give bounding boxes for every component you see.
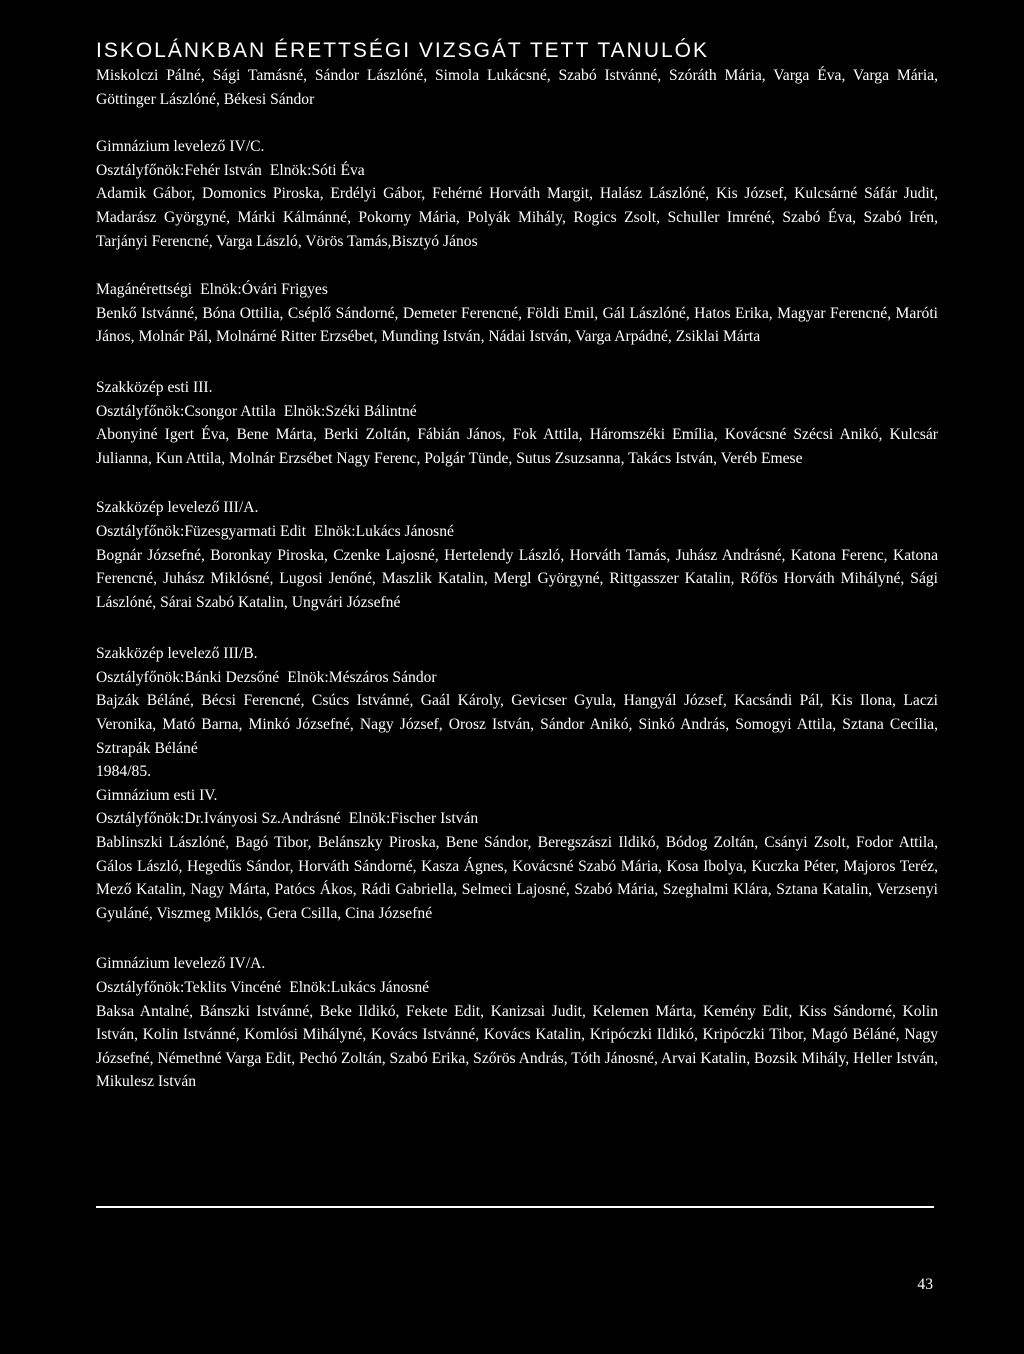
section-szakkozep-levelezo-iii-a	[96, 496, 938, 614]
section-heading: Szakközép esti III.	[96, 378, 213, 396]
section-heading: Magánérettségi	[96, 281, 193, 299]
section-szakkozep-esti-iii	[96, 376, 938, 470]
form-teacher: Osztályfőnök:Füzesgyarmati Edit	[96, 522, 307, 540]
student-names: Bognár Józsefné, Boronkay Piroska, Czenke Lajosné, Hertelendy László, Horváth Tamás, Juhász Andrásné, Katona Ferenc, Katona Ferencné, Juhász Miklósné, Lugosi Jenőné, Maszlik Katalin, Mergl Györgyné, Rittgasszer Katalin, Rőfös Horváth Mihályné, Sági Lászlóné, Sárai Szabó Katalin, Ungvári Józsefné	[96, 546, 938, 611]
section-gimnazium-levelezo-iv-c	[96, 135, 938, 253]
chair: Elnök:Sóti Éva	[269, 161, 365, 179]
section-szakkozep-levelezo-iii-b	[96, 642, 938, 760]
page-number: 43	[917, 1276, 933, 1293]
chair: Elnök:Lukács Jánosné	[314, 522, 454, 540]
student-names: Bablinszki Lászlóné, Bagó Tibor, Belánszky Piroska, Bene Sándor, Beregszászi Ildikó, Bódog Zoltán, Csányi Zsolt, Fodor Attila, Gálos László, Hegedűs Sándor, Horváth Sándorné, Kasza Ágnes, Kovácsné Szabó Mária, Kosa Ibolya, Kuczka Péter, Majoros Teréz, Mező Katalin, Nagy Márta, Patócs Ákos, Rádi Gabriella, Selmeci Lajosné, Szabó Mária, Szeghalmi Klára, Sztana Katalin, Verzsenyi Gyuláné, Viszmeg Miklós, Gera Csilla, Cina Józsefné	[96, 834, 938, 922]
student-names: Adamik Gábor, Domonics Piroska, Erdélyi Gábor, Fehérné Horváth Margit, Halász Lászlóné, Kis József, Kulcsárné Sáfár Judit, Madarász Györgyné, Márki Kálmánné, Pokorny Mária, Polyák Mihály, Rogics Zsolt, Schuller Imréné, Szabó Éva, Szabó Irén, Tarjányi Ferencné, Varga László, Vörös Tamás,Bisztyó János	[96, 185, 938, 250]
chair: Elnök:Széki Bálintné	[283, 402, 417, 420]
student-names: Abonyiné Igert Éva, Bene Márta, Berki Zoltán, Fábián János, Fok Attila, Háromszéki Emília, Kovácsné Szécsi Anikó, Kulcsár Julianna, Kun Attila, Molnár Erzsébet Nagy Ferenc, Polgár Tünde, Sutus Zsuzsanna, Takács István, Veréb Emese	[96, 426, 938, 467]
chair: Elnök:Mészáros Sándor	[287, 668, 437, 686]
section-gimnazium-levelezo-iv-a	[96, 952, 938, 1094]
section-heading: Szakközép levelező III/B.	[96, 645, 258, 663]
form-teacher: Osztályfőnök:Csongor Attila	[96, 402, 276, 420]
chair: Elnök:Óvári Frigyes	[200, 281, 328, 299]
page-title: ISKOLÁNKBAN ÉRETTSÉGI VIZSGÁT TETT TANULÓK	[96, 39, 710, 62]
section-officials	[96, 807, 938, 831]
chair: Elnök:Lukács Jánosné	[289, 979, 430, 996]
footer-divider	[96, 1206, 934, 1208]
form-teacher: Osztályfőnök:Dr.Iványosi Sz.Andrásné	[96, 810, 341, 828]
student-names: Baksa Antalné, Bánszki Istvánné, Beke Ildikó, Fekete Edit, Kanizsai Judit, Kelemen Márta, Kemény Edit, Kiss Sándorné, Kolin István, Kolin Istvánné, Komlósi Mihályné, Kovács Istvánné, Kovács Katalin, Kripóczki Ildikó, Kripóczki Tibor, Magó Béláné, Nagy Józsefné, Némethné Varga Edit, Pechó Zoltán, Szabó Erika, Szőrös András, Tóth Jánosné, Arvai Katalin, Bozsik Mihály, Heller István, Mikulesz István	[96, 1002, 938, 1091]
section-officials	[96, 666, 938, 690]
section-heading: Gimnázium levelező IV/C.	[96, 138, 265, 156]
form-teacher: Osztályfőnök:Bánki Dezsőné	[96, 668, 280, 686]
page-content	[96, 38, 938, 1094]
student-names: Bajzák Béláné, Bécsi Ferencné, Csúcs Istvánné, Gaál Károly, Gevicser Gyula, Hangyál József, Kacsándi Pál, Kis Ilona, Laczi Veronika, Mató Barna, Minkó Józsefné, Nagy József, Orosz István, Sándor Anikó, Sinkó András, Somogyi Attila, Sztana Cecília, Sztrapák Béláné	[96, 692, 938, 757]
section-maganerettsegi	[96, 278, 938, 349]
chair: Elnök:Fischer István	[348, 810, 479, 828]
section-heading: Gimnázium levelező IV/A.	[96, 955, 266, 973]
form-teacher: Osztályfőnök:Fehér István	[96, 161, 262, 179]
form-teacher: Osztályfőnök:Teklits Vincéné	[96, 979, 282, 996]
section-officials	[96, 976, 938, 1000]
student-names: Benkő Istvánné, Bóna Ottilia, Cséplő Sándorné, Demeter Ferencné, Földi Emil, Gál Lászlóné, Hatos Erika, Magyar Ferencné, Maróti János, Molnár Pál, Molnárné Ritter Erzsébet, Munding István, Nádai István, Varga Arpádné, Zsiklai Márta	[96, 304, 938, 346]
intro-names: Miskolczi Pálné, Sági Tamásné, Sándor Lászlóné, Simola Lukácsné, Szabó Istvánné, Szóráth Mária, Varga Éva, Varga Mária, Göttinger Lászlóné, Békesi Sándor	[96, 67, 938, 108]
school-year: 1984/85.	[96, 763, 152, 781]
section-heading: Gimnázium esti IV.	[96, 786, 218, 804]
section-officials	[96, 520, 938, 544]
section-officials	[96, 278, 938, 302]
section-gimnazium-esti-iv	[96, 760, 938, 925]
section-officials	[96, 159, 938, 183]
section-heading: Szakközép levelező III/A.	[96, 499, 259, 517]
section-officials	[96, 400, 938, 424]
